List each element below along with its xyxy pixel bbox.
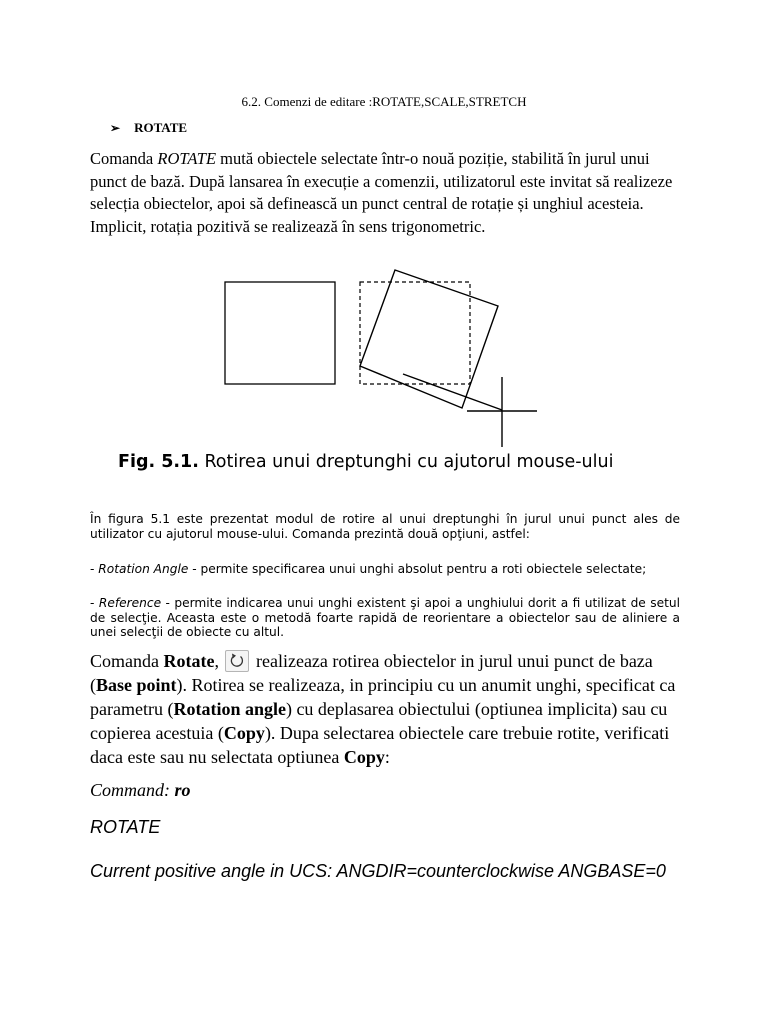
option-rotation-angle: - Rotation Angle - permite specificarea unui unghi absolut pentru a roti obiectele selectate; [90,562,647,576]
intro-paragraph [90,148,690,238]
page-heading: 6.2. Comenzi de editare :ROTATE,SCALE,STRETCH [241,94,527,109]
option-reference: - Reference - permite indicarea unui unghi existent şi apoi a unghiului dorit a fi utilizat de setul de selecţie. Aceasta este o metodă foarte rapidă de reorientare a obiectelor sau de aliniere a unei selecţii de obiecte cu altul. [90,596,681,639]
figure-caption-text: Rotirea unui dreptunghi cu ajutorul mouse-ului [198,452,614,472]
section-title: ROTATE [134,120,188,135]
rotate-explanation-paragraph: Comanda Rotate, realizeaza rotirea obiectelor in jurul unui punct de baza (Base point). Rotirea se realizeaza, in principiu cu un anumit unghi, specificat ca parametru (Rotation angle) cu deplasarea obiectului (optiunea implicita) sau cu copierea acestuia (Copy). Dupa selectarea obiectele care trebuie rotite, verificati daca este sau nu selectata optiunea Copy: [90,651,676,767]
intro-prefix: Comanda [90,149,158,168]
rotation-figure [215,262,545,452]
command-label: Command: [90,780,175,800]
rotated-rectangle [360,270,498,408]
figure-number: Fig. 5.1. [118,452,199,472]
original-rectangle [225,282,335,384]
option-name: Reference [98,596,162,610]
intro-text: mută obiectele selectate într-o nouă poziție, stabilită în jurul unui punct de bază. După lansarea în execuție a comenzii, utilizatorul este invitat să realizeze selecția obiectelor, apoi să definească un punct central de rotație și unghiul acesteia. Implicit, rotația pozitivă se realizează în sens trigonometric. [90,149,673,236]
rotate-prompt-title: ROTATE [90,817,161,837]
ucs-angle-info: Current positive angle in UCS: ANGDIR=counterclockwise ANGBASE=0 [90,861,666,881]
command-line [90,780,191,801]
option-name: Rotation Angle [98,562,189,576]
dashed-selection-rectangle [360,282,470,384]
command-value: ro [174,780,191,800]
arrow-bullet-icon: ➢ [110,120,121,135]
figure-description-paragraph: În figura 5.1 este prezentat modul de rotire al unui dreptunghi în jurul unui punct ales de utilizator cu ajutorul mouse-ului. Comanda prezintă două opţiuni, astfel: [90,512,680,541]
rotate-command-icon [225,650,249,672]
figure-caption [118,452,613,472]
section-bullet [110,120,187,136]
intro-command-name: ROTATE [157,149,217,168]
